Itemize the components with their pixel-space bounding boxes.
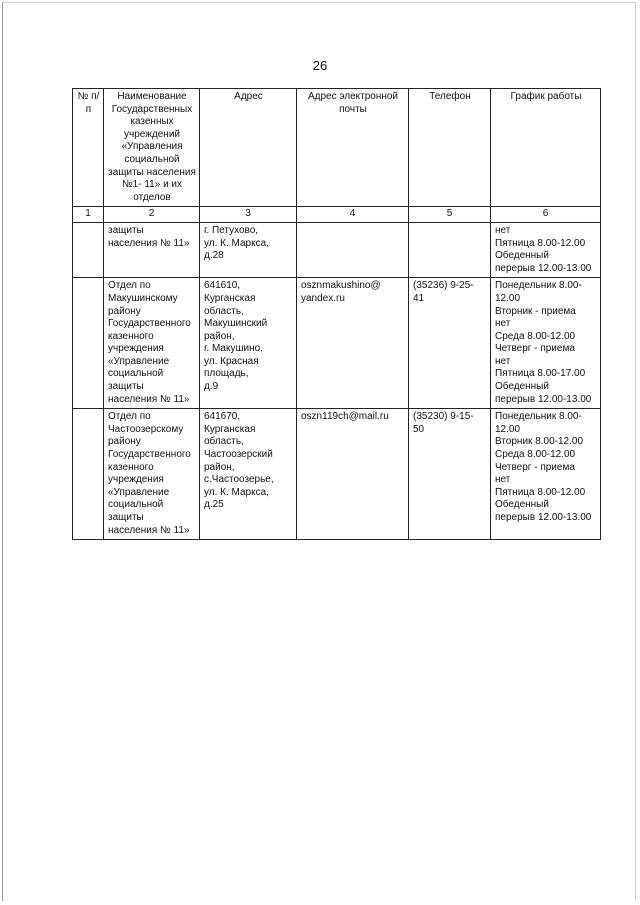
page-number: 26 bbox=[312, 58, 328, 73]
institution-email: osznmakushino@ yandex.ru bbox=[297, 278, 409, 409]
column-number: 2 bbox=[104, 207, 200, 223]
column-number-row bbox=[73, 207, 601, 223]
table-header-row bbox=[73, 89, 601, 207]
institution-address: г. Петухово, ул. К. Маркса, д.28 bbox=[200, 222, 297, 277]
institution-phone bbox=[409, 222, 491, 277]
institution-schedule: Понедельник 8.00- 12.00 Вторник 8.00-12.00 Среда 8.00-12.00 Четверг - приема нет Пятница 8.00-12.00 Обеденный перерыв 12.00-13.00 bbox=[491, 409, 601, 540]
header-number: № п/п bbox=[73, 89, 104, 207]
table-row bbox=[73, 278, 601, 409]
header-phone: Телефон bbox=[409, 89, 491, 207]
institution-schedule: Понедельник 8.00- 12.00 Вторник - приема нет Среда 8.00-12.00 Четверг - приема нет Пятница 8.00-17.00 Обеденный перерыв 12.00-13.00 bbox=[491, 278, 601, 409]
row-number bbox=[73, 278, 104, 409]
table-row bbox=[73, 222, 601, 277]
institution-name: защиты населения № 11» bbox=[104, 222, 200, 277]
header-schedule: График работы bbox=[491, 89, 601, 207]
institution-name: Отдел по Частоозерскому району Государственного казенного учреждения «Управление социальной защиты населения № 11» bbox=[104, 409, 200, 540]
row-number bbox=[73, 222, 104, 277]
header-address: Адрес bbox=[200, 89, 297, 207]
row-number bbox=[73, 409, 104, 540]
institution-email: oszn119ch@mail.ru bbox=[297, 409, 409, 540]
column-number: 6 bbox=[491, 207, 601, 223]
header-email: Адрес электронной почты bbox=[297, 89, 409, 207]
column-number: 5 bbox=[409, 207, 491, 223]
institution-schedule: нет Пятница 8.00-12.00 Обеденный перерыв 12.00-13.00 bbox=[491, 222, 601, 277]
table-row bbox=[73, 409, 601, 540]
institutions-table bbox=[72, 88, 601, 540]
institution-phone: (35230) 9-15- 50 bbox=[409, 409, 491, 540]
institution-phone: (35236) 9-25- 41 bbox=[409, 278, 491, 409]
institution-email bbox=[297, 222, 409, 277]
header-name: Наименование Государственных казенных учреждений «Управления социальной защиты населения №1- 11» и их отделов bbox=[104, 89, 200, 207]
column-number: 4 bbox=[297, 207, 409, 223]
institution-address: 641670, Курганская область, Частоозерский район, с.Частоозерье, ул. К. Маркса, д.25 bbox=[200, 409, 297, 540]
institution-address: 641610, Курганская область, Макушинский район, г. Макушино, ул. Красная площадь, д.9 bbox=[200, 278, 297, 409]
column-number: 3 bbox=[200, 207, 297, 223]
column-number: 1 bbox=[73, 207, 104, 223]
institution-name: Отдел по Макушинскому району Государственного казенного учреждения «Управление социальной защиты населения № 11» bbox=[104, 278, 200, 409]
